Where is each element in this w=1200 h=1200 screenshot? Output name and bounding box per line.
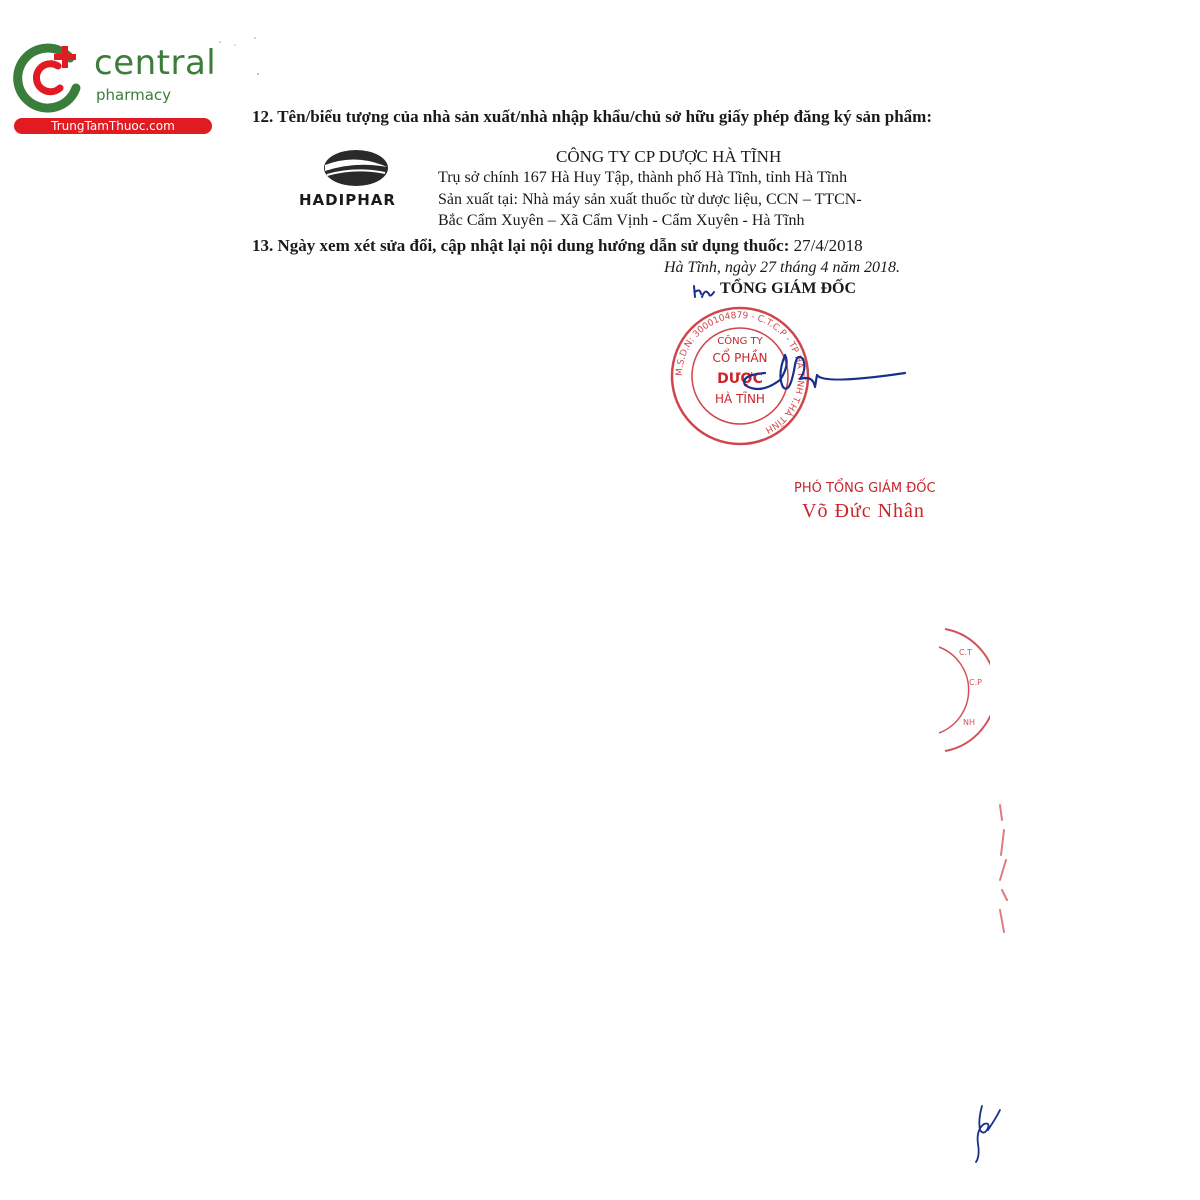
director-signature xyxy=(735,345,910,405)
handwritten-initials xyxy=(968,1100,1004,1166)
scan-specks xyxy=(200,30,300,80)
revision-date: 27/4/2018 xyxy=(793,236,863,255)
logo-site-link[interactable]: TrungTamThuoc.com xyxy=(14,118,212,134)
deputy-director-title: PHÓ TỔNG GIÁM ĐỐC xyxy=(794,481,936,496)
partial-stamp-mark xyxy=(935,625,990,755)
stamp-center-line-2: CỔ PHẦN xyxy=(712,351,768,365)
logo-sub: pharmacy xyxy=(96,86,172,104)
factory-address-line-2: Bắc Cẩm Xuyên – Xã Cẩm Vịnh - Cẩm Xuyên - Hà Tĩnh xyxy=(438,212,805,229)
section-13-title: 13. Ngày xem xét sửa đổi, cập nhật lại nội dung hướng dẫn sử dụng thuốc: xyxy=(252,236,790,255)
section-13-row xyxy=(252,235,972,257)
stamp-center-line-4: HÀ TĨNH xyxy=(715,392,765,406)
stamp-center-line-3: DƯỢC xyxy=(717,371,763,387)
svg-text:C.T: C.T xyxy=(959,648,973,657)
logo-brand: central xyxy=(94,43,217,83)
company-name: CÔNG TY CP DƯỢC HÀ TĨNH xyxy=(556,147,782,166)
svg-text:C.P: C.P xyxy=(969,678,982,687)
handwritten-kt-mark xyxy=(692,282,718,300)
hadiphar-logo xyxy=(295,145,410,215)
hadiphar-logo-text: HADIPHAR xyxy=(299,191,396,209)
edge-stamp-fragment xyxy=(992,800,1022,935)
signer-name: Võ Đức Nhân xyxy=(802,500,925,522)
section-12-title: 12. Tên/biểu tượng của nhà sản xuất/nhà nhập khẩu/chủ sở hữu giấy phép đăng ký sản phẩm: xyxy=(252,107,932,126)
stamp-center-line-1: CÔNG TY xyxy=(717,336,763,347)
general-director-title: TỔNG GIÁM ĐỐC xyxy=(720,280,856,297)
factory-address-line-1: Sản xuất tại: Nhà máy sản xuất thuốc từ dược liệu, CCN – TTCN- xyxy=(438,191,862,208)
svg-text:NH: NH xyxy=(963,718,975,727)
stamp-ring-text: M.S.D.N: 3000104879 - C.T.C.P - TP HÀ TĨNH T.HÀ TĨNH xyxy=(674,310,806,435)
pharmacy-cross-icon xyxy=(10,36,90,116)
hadiphar-emblem-icon xyxy=(321,147,391,189)
signing-date-line: Hà Tĩnh, ngày 27 tháng 4 năm 2018. xyxy=(664,259,900,276)
central-pharmacy-logo xyxy=(10,36,220,136)
headquarters-address: Trụ sở chính 167 Hà Huy Tập, thành phố Hà Tĩnh, tỉnh Hà Tĩnh xyxy=(438,169,848,186)
